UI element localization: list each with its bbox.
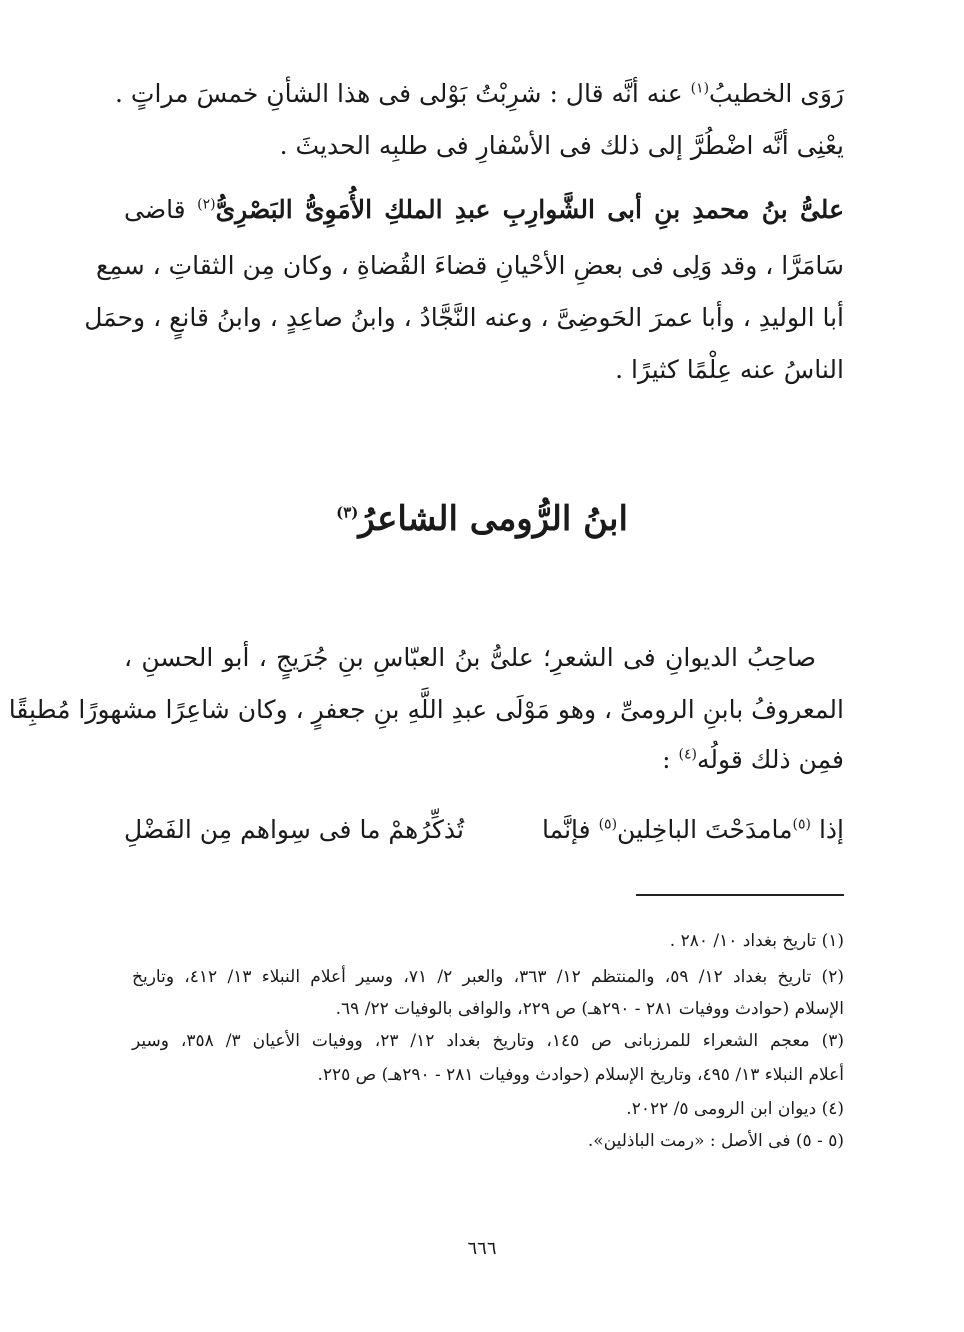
footnote-ref[interactable]: (٤) [678, 746, 697, 763]
text: : [662, 745, 679, 774]
text: فمِن ذلك قولُه [696, 745, 844, 774]
text: إذا [811, 815, 844, 844]
paragraph2-line4: الناسُ عنه عِلْمًا كثيرًا . [615, 355, 844, 384]
verse-first-hemistich [542, 808, 844, 852]
text: مامدَحْتَ الباخِلين [617, 815, 793, 844]
footnote-1: (١) تاريخ بغداد ١٠/ ٢٨٠ . [669, 931, 844, 951]
page-number: ٦٦٦ [467, 1238, 497, 1259]
text: عنه أنَّه قال : شرِبْتُ بَوْلى فى هذا الشأنِ خمسَ مراتٍ . [115, 79, 691, 108]
section-title-text: ابنُ الرُّومى الشاعرُ [358, 499, 628, 539]
footnote-3-line2: أعلام النبلاء ١٣/ ٤٩٥، وتاريخ الإسلام (حوادث ووفيات ٢٨١ - ٢٩٠هـ) ص ٢٢٥. [317, 1065, 844, 1085]
paragraph2-line2: سَامَرَّا ، وقد وَلِى فى بعضِ الأحْيانِ قضاءَ القُضاةِ ، وكان مِن الثقاتِ ، سمِع [95, 251, 844, 280]
text: قاضى [124, 195, 198, 224]
footnote-3-line1: (٣) معجم الشعراء للمرزبانى ص ١٤٥، وتاريخ بغداد ١٢/ ٢٣، ووفيات الأعيان ٣/ ٣٥٨، وسير [132, 1031, 845, 1051]
paragraph3-line1: صاحِبُ الديوانِ فى الشعرِ؛ علىُّ بنُ العبّاسِ بنِ جُرَيجٍ ، أبو الحسنِ ، [124, 643, 816, 672]
variant-mark: (٥) [792, 816, 812, 833]
paragraph1-line2: يعْنِى أنَّه اضْطُرَّ إلى ذلك فى الأسْفارِ فى طلبِه الحديثَ . [279, 131, 844, 160]
paragraph1-line1 [115, 74, 844, 114]
paragraph2-line3: أبا الوليدِ ، وأبا عمرَ الحَوضِىَّ ، وعنه النَّجَّادُ ، وابنُ صاعِدٍ ، وابنُ قانعٍ ، وحمَل [84, 303, 844, 332]
poetry-verse [124, 808, 844, 852]
text: فإنَّما [542, 815, 599, 844]
section-title [0, 494, 964, 544]
paragraph2-line1 [124, 190, 844, 230]
verse-second-hemistich: تُذكِّرُهمْ ما فى سِواهم مِن الفَضْلِ [124, 815, 465, 844]
variant-mark: (٥) [598, 816, 618, 833]
footnote-4: (٤) ديوان ابن الرومى ٥/ ٢٠٢٢. [626, 1099, 844, 1119]
footnote-ref[interactable]: (٢) [197, 196, 216, 213]
footnote-5: (٥ - ٥) فى الأصل : «رمت الباذلين». [587, 1131, 844, 1151]
footnote-ref[interactable]: (١) [690, 80, 710, 97]
footnote-2-line1: (٢) تاريخ بغداد ١٢/ ٥٩، والمنتظم ١٢/ ٣٦٣، والعبر ٢/ ٧١، وسير أعلام النبلاء ١٣/ ٤١٢، وتاريخ [132, 967, 844, 987]
footnote-divider [636, 894, 844, 896]
footnote-ref[interactable]: (٣) [336, 503, 359, 522]
text: رَوَى الخطيبُ [709, 79, 844, 108]
footnote-2-line2: الإسلام (حوادث ووفيات ٢٨١ - ٢٩٠هـ) ص ٢٢٩، والوافى بالوفيات ٢٢/ ٦٩. [335, 999, 844, 1019]
paragraph3-line2: المعروفُ بابنِ الرومىِّ ، وهو مَوْلَى عبدِ اللَّهِ بنِ جعفرٍ ، وكان شاعِرًا مشهورًا مُطبِقًا [8, 695, 844, 724]
biography-name: علىُّ بنُ محمدِ بنِ أبى الشَّوارِبِ عبدِ الملكِ الأُمَوِىُّ البَصْرِىُّ [215, 195, 844, 224]
paragraph3-line3 [124, 740, 844, 780]
